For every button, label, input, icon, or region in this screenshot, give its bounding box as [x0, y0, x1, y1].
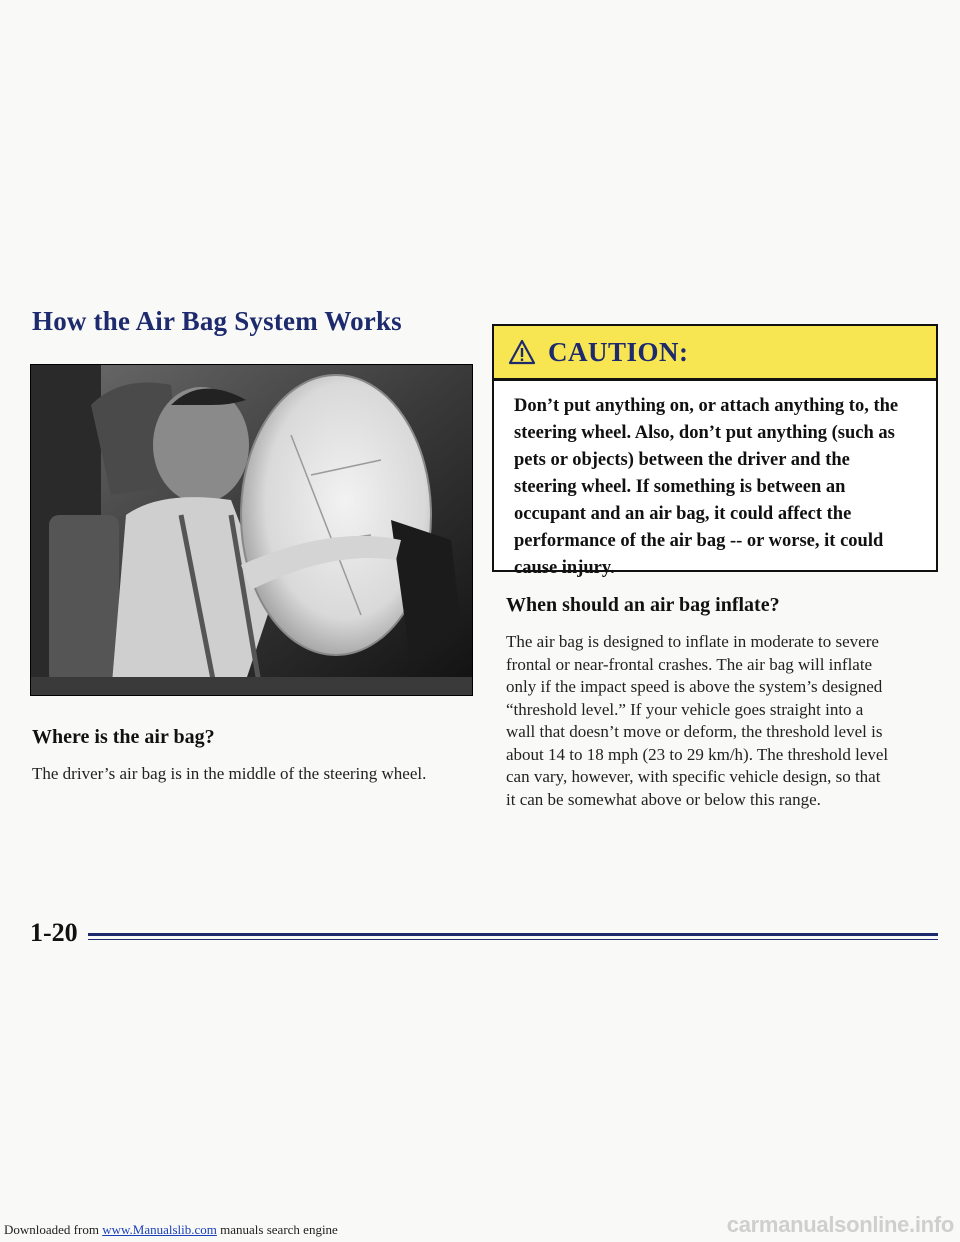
caution-line: cause injury. [514, 558, 615, 578]
page-title: How the Air Bag System Works [32, 306, 402, 336]
caution-line: pets or objects) between the driver and the [514, 450, 850, 470]
inflate-line: wall that doesn’t move or deform, the threshold level is [506, 722, 883, 741]
page-number: 1-20 [30, 918, 78, 947]
airbag-location-text: The driver’s air bag is in the middle of the steering wheel. [32, 764, 427, 783]
manualslib-link[interactable]: www.Manualslib.com [102, 1222, 217, 1237]
inflate-line: can vary, however, with specific vehicle design, so that [506, 767, 881, 786]
airbag-inflate-text [506, 631, 946, 811]
inflate-line: “threshold level.” If your vehicle goes straight into a [506, 699, 864, 719]
footer-rule [88, 933, 938, 936]
inflate-line: only if the impact speed is above the system’s designed [506, 677, 883, 696]
inflate-line: it can be somewhat above or below this range. [506, 789, 821, 809]
inflate-line: about 14 to 18 mph (23 to 29 km/h). The threshold level [506, 744, 889, 764]
airbag-illustration [30, 364, 473, 696]
inflate-line: The air bag is designed to inflate in moderate to severe [506, 632, 879, 651]
caution-label: CAUTION: [548, 336, 689, 367]
inflate-line: frontal or near-frontal crashes. The air bag will inflate [506, 654, 873, 674]
download-suffix: manuals search engine [216, 1222, 338, 1237]
watermark-logo: carmanualsonline.info [726, 1212, 954, 1237]
driver-airbag-image [31, 365, 472, 695]
footer-rule-thin [88, 939, 938, 940]
caution-text [494, 381, 936, 582]
download-prefix: Downloaded from [4, 1222, 103, 1237]
caution-header [494, 326, 936, 381]
airbag-location-heading: Where is the air bag? [32, 726, 215, 748]
airbag-inflate-heading: When should an air bag inflate? [506, 594, 780, 616]
caution-line: Don’t put anything on, or attach anything to, the [514, 396, 899, 416]
caution-line: performance of the air bag -- or worse, it could [514, 531, 884, 551]
warning-triangle-icon [508, 339, 536, 365]
download-note [4, 1222, 338, 1238]
caution-box [492, 324, 938, 578]
caution-line: steering wheel. If something is between an [514, 477, 846, 497]
caution-line: steering wheel. Also, don’t put anything (such as [514, 423, 895, 443]
caution-line: occupant and an air bag, it could affect the [514, 504, 852, 524]
